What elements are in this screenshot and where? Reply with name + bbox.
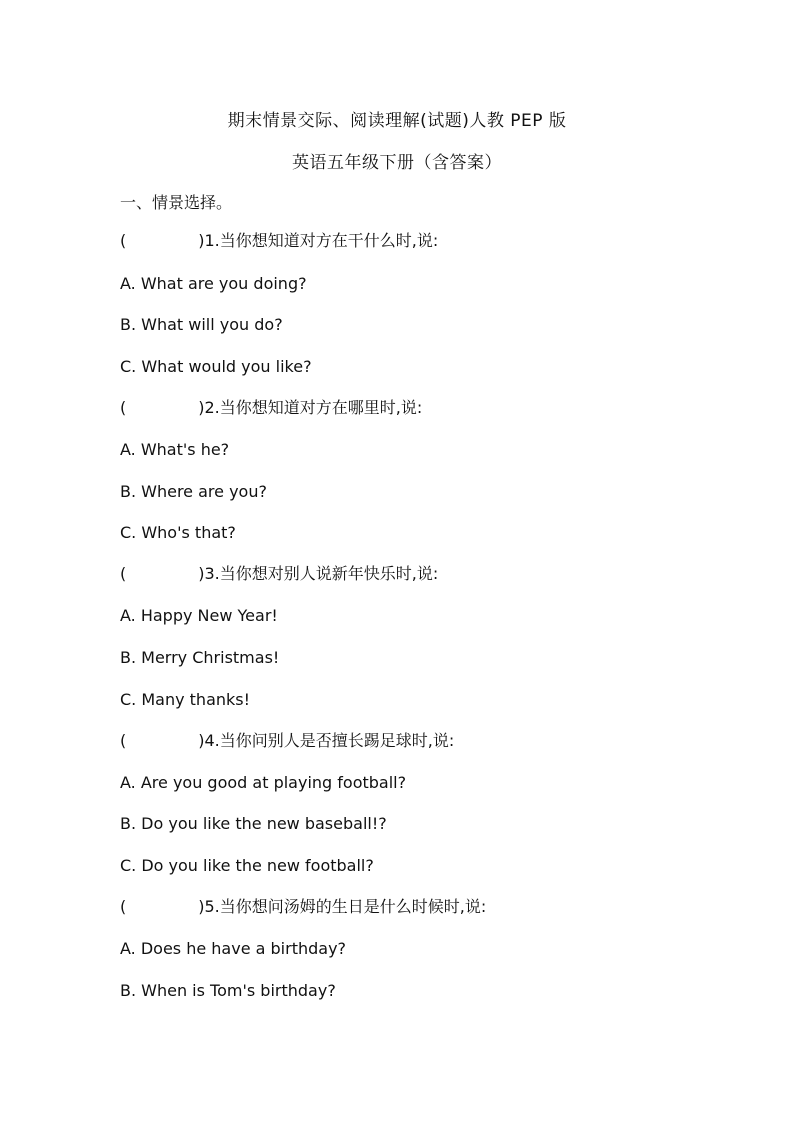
question-number: )4. [198, 731, 220, 750]
question-number: )2. [198, 398, 220, 417]
question-number: )1. [198, 231, 220, 250]
option-text: A. Does he have a birthday? [120, 939, 347, 958]
question-5 [120, 897, 486, 917]
document-title: 期末情景交际、阅读理解(试题)人教 PEP 版 [227, 111, 567, 131]
question-number: )3. [198, 564, 220, 583]
document-subtitle: 英语五年级下册（含答案） [292, 153, 502, 173]
question-number: )5. [198, 897, 220, 916]
question-prompt: 当你想问汤姆的生日是什么时候时,说: [219, 897, 487, 916]
question-prompt: 当你问别人是否擅长踢足球时,说: [219, 731, 455, 750]
option-text: C. What would you like? [120, 357, 312, 376]
option-text: A. What's he? [120, 440, 230, 459]
question-1 [120, 231, 438, 251]
question-2 [120, 398, 422, 418]
question-4 [120, 731, 454, 751]
question-prompt: 当你想对别人说新年快乐时,说: [219, 564, 439, 583]
option-text: B. Do you like the new baseball!? [120, 814, 387, 833]
option-text: C. Do you like the new football? [120, 856, 374, 875]
option-text: A. What are you doing? [120, 274, 307, 293]
section-heading: 一、情景选择。 [120, 193, 233, 212]
question-prompt: 当你想知道对方在哪里时,说: [219, 398, 423, 417]
option-text: B. Where are you? [120, 482, 267, 501]
option-text: B. When is Tom's birthday? [120, 981, 336, 1000]
answer-paren-open: ( [120, 897, 127, 916]
answer-paren-open: ( [120, 398, 127, 417]
option-text: A. Happy New Year! [120, 606, 278, 625]
option-text: B. What will you do? [120, 315, 283, 334]
option-text: A. Are you good at playing football? [120, 773, 407, 792]
question-3 [120, 564, 438, 584]
answer-paren-open: ( [120, 231, 127, 250]
question-prompt: 当你想知道对方在干什么时,说: [219, 231, 439, 250]
option-text: C. Who's that? [120, 523, 236, 542]
option-text: B. Merry Christmas! [120, 648, 280, 667]
option-text: C. Many thanks! [120, 690, 251, 709]
answer-paren-open: ( [120, 564, 127, 583]
answer-paren-open: ( [120, 731, 127, 750]
